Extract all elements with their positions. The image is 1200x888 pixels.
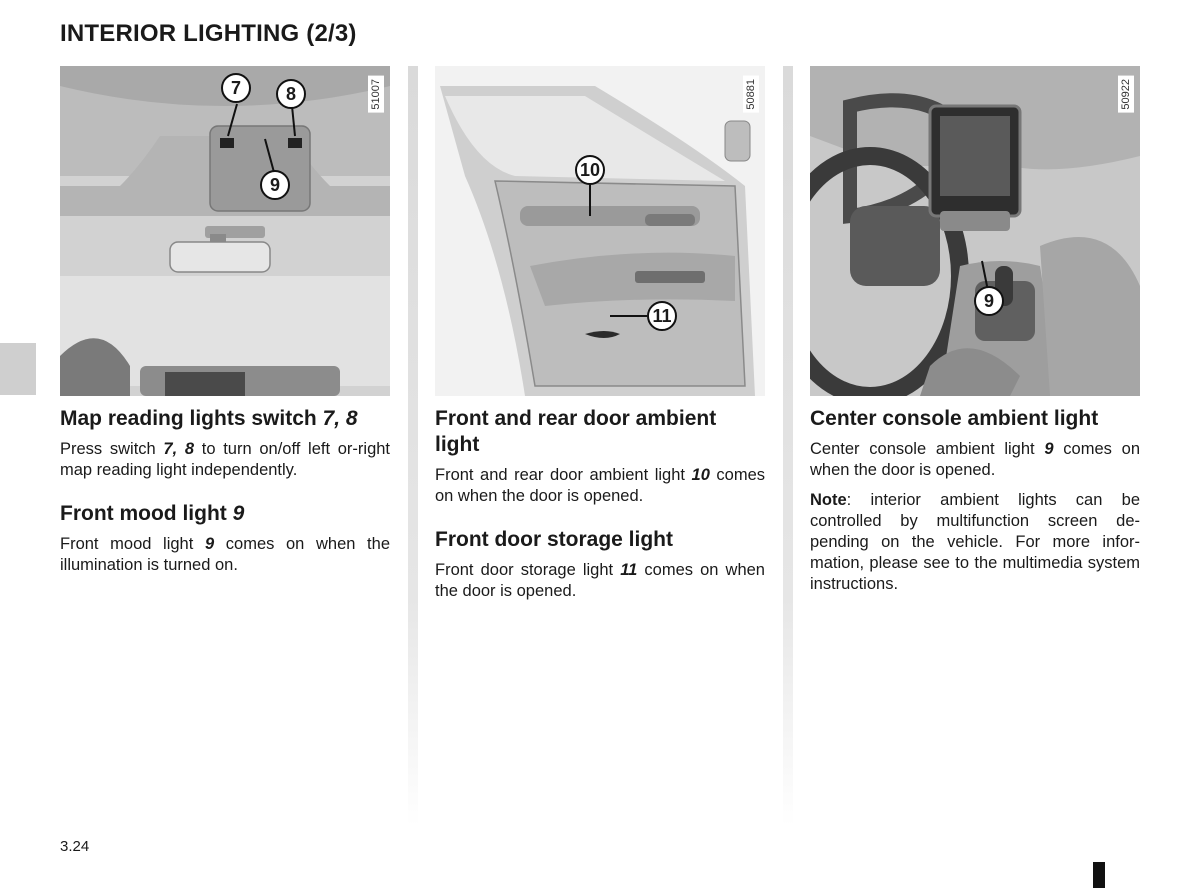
ceiling-console-illustration: [60, 66, 390, 396]
page-corner-marker: [1093, 862, 1105, 888]
section-heading-door-storage-light: Front door storage light: [435, 528, 673, 551]
section-text-front-mood-light: Front mood light 9 comes on when the illumination is turned on.: [60, 535, 390, 574]
section-heading-front-mood-light: Front mood light 9: [60, 502, 245, 525]
callout-7: 7: [221, 73, 251, 103]
note-paragraph: Note: interior ambient lights can be controlled by multifunction screen de-pending on the vehicle. For more infor-mation, please see to the multimedia system instructions.: [810, 491, 1140, 593]
section-text-console-ambient-light: Center console ambient light 9 comes on when the door is opened.: [810, 440, 1140, 479]
page-title: INTERIOR LIGHTING (2/3): [60, 20, 357, 47]
section-text-map-reading-lights: Press switch 7, 8 to turn on/off left or-right map reading light independently.: [60, 440, 391, 479]
callout-9: 9: [260, 170, 290, 200]
section-text-door-storage-light: Front door storage light 11 comes on when the door is opened.: [435, 561, 765, 600]
section-heading-console-ambient-light: Center console ambient light: [810, 407, 1099, 430]
figure-front-door: [435, 66, 765, 396]
figure-center-console: [810, 66, 1140, 396]
column-divider: [783, 66, 793, 826]
section-text-door-ambient-light: Front and rear door ambient light 10 comes on when the door is opened.: [435, 466, 765, 505]
center-console-illustration: [810, 66, 1140, 396]
callout-10: 10: [575, 155, 605, 185]
callout-9: 9: [974, 286, 1004, 316]
front-door-illustration: [435, 66, 765, 396]
section-heading-map-reading-lights: Map reading lights switch 7, 8: [60, 407, 358, 430]
figure-reference-number: 50922: [1118, 76, 1134, 113]
figure-ceiling-console: [60, 66, 390, 396]
column-map-lights: [60, 66, 390, 576]
callout-8: 8: [276, 79, 306, 109]
callout-11: 11: [647, 301, 677, 331]
column-door-lights: [435, 66, 765, 602]
page-number: 3.24: [60, 838, 90, 855]
section-tab: [0, 343, 36, 395]
column-console-light: [810, 66, 1140, 595]
section-heading-door-ambient-light: Front and rear door ambient light: [435, 407, 717, 456]
note-label: Note: [810, 491, 847, 509]
figure-reference-number: 50881: [743, 76, 759, 113]
column-divider: [408, 66, 418, 826]
figure-reference-number: 51007: [368, 76, 384, 113]
